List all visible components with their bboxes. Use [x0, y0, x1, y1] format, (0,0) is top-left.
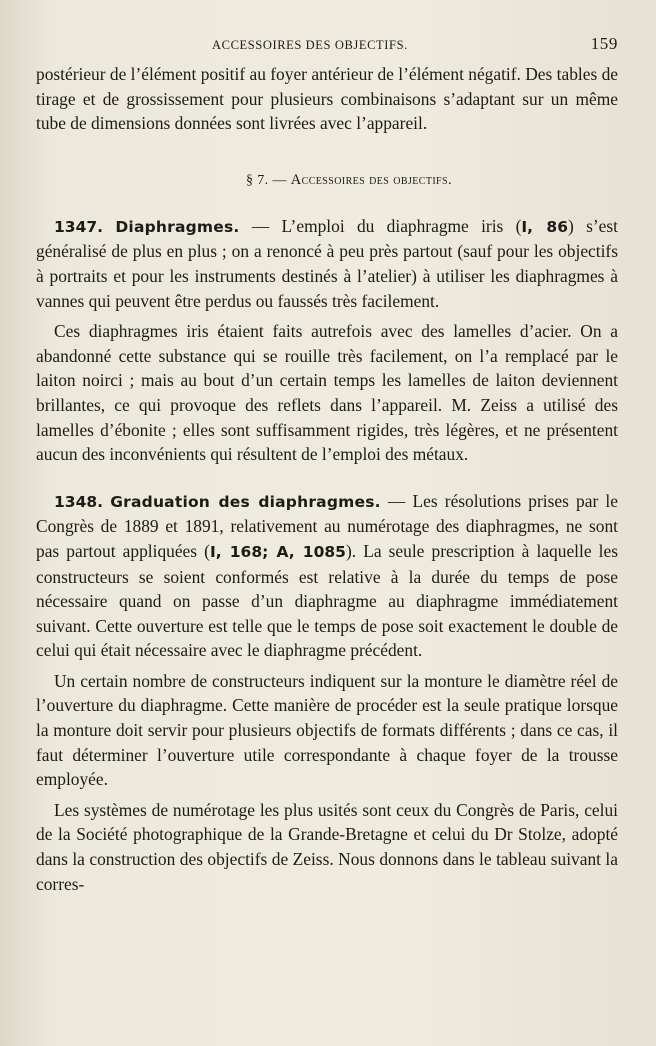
article-1347-paragraph-2: Ces diaphragmes iris étaient faits autrefois avec des lamelles d’acier. On a abandonné cette substance qui se rouille très facilement, on l’a remplacé par le laiton noirci ; mais au bout d’un certain temps les lamelles de laiton deviennent brillantes, ce qui provoque des reflets dans l’appareil. M. Zeiss a utilisé des lamelles d’ébonite ; elles sont suffisamment rigides, très légères, et ne présentent aucun des inconvénients qui résultent de l’emploi des métaux. — [36, 321, 618, 465]
article-1348-paragraph — [36, 489, 618, 663]
cross-reference: I, 168; A, 1085 — [209, 542, 346, 561]
article-title: Graduation des diaphragmes. — [110, 492, 381, 511]
running-title: ACCESSOIRES DES OBJECTIFS. — [212, 38, 408, 52]
article-number: 1347. — [54, 217, 104, 236]
section-heading — [36, 172, 618, 200]
article-1347-paragraph — [36, 214, 618, 313]
cross-reference: I, 86 — [521, 217, 568, 236]
article-title: Diaphragmes. — [115, 217, 240, 236]
intro-paragraph: postérieur de l’élément positif au foyer antérieur de l’élément négatif. Des tables de tirage et de grossissement pour plusieurs combinaisons s’adaptant sur un même tube de dimensions données sont livrées avec l’appareil. — [36, 64, 618, 134]
article-text: — L’emploi du diaphragme iris ( — [239, 215, 522, 236]
section-title: Accessoires des objectifs. — [290, 171, 453, 188]
article-1348-paragraph-3: Les systèmes de numérotage les plus usités sont ceux du Congrès de Paris, celui de la Société photographique de la Grande-Bretagne et celui du Dr Stolze, adopté dans la construction des objectifs de Zeiss. Nous donnons dans le tableau suivant la corres- — [36, 799, 618, 894]
section-number: § 7. — — [245, 172, 287, 188]
article-1348-paragraph-2: Un certain nombre de constructeurs indiquent sur la monture le diamètre réel de l’ouverture du diaphragme. Cette manière de procéder est la seule pratique lorsque la monture doit servir pour plusieurs objectifs de formats différents ; dans ce cas, il faut déterminer l’ouverture utile correspondante à chaque foyer de la trousse employée. — [36, 670, 618, 790]
article-text: — Les résolutions prises par le Congrès de 1889 et 1891, relativement au numérotage des diaphragmes, ne sont pas partout appliquées ( — [36, 490, 618, 561]
article-text: ) s’est généralisé de plus en plus ; on a renoncé à peu près partout (sauf pour les objectifs à portraits et pour les instruments destinés à l’atelier) à utiliser les diaphragmes à vannes qui peuvent être perdus ou faussés très facilement. — [36, 215, 618, 311]
running-head — [36, 34, 618, 62]
article-number: 1348. — [54, 492, 104, 511]
page-number: 159 — [590, 34, 618, 53]
article-text: ). La seule prescription à laquelle les constructeurs se soient conformés est relative à la durée du temps de pose nécessaire quand on passe d’un diaphragme au diaphragme immédiatement suivant. Cette ouverture est telle que le temps de pose soit exactement le double de celui qui était nécessaire avec le diaphragme précédent. — [36, 540, 618, 661]
